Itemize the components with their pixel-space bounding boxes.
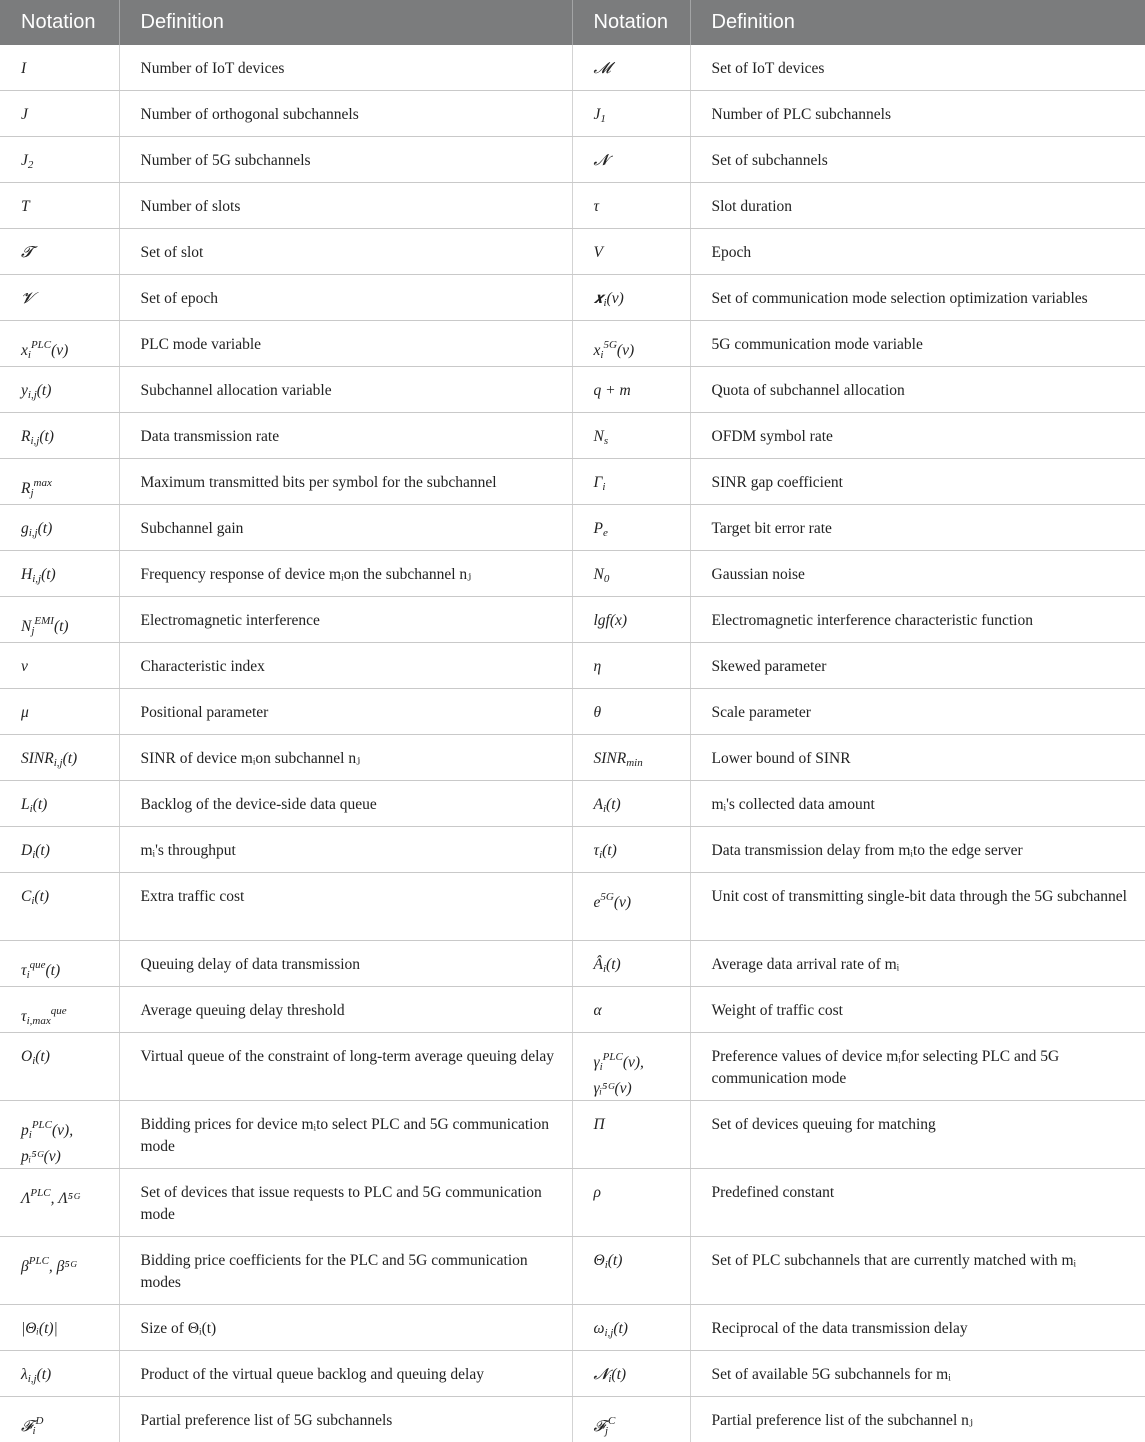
definition-cell: Extra traffic cost	[119, 873, 572, 941]
header-row	[0, 0, 1145, 45]
notation-symbol: Â	[593, 956, 603, 973]
notation-cell	[572, 987, 690, 1033]
notation-symbol: C	[21, 888, 32, 905]
notation-symbol: 𝓝	[593, 152, 609, 169]
notation-cell	[0, 827, 119, 873]
definition-cell: Unit cost of transmitting single-bit data through the 5G subchannel	[690, 873, 1145, 941]
notation-cell	[0, 321, 119, 367]
notation-subscript: i,j	[30, 435, 40, 447]
table-row	[0, 1397, 1145, 1442]
notation-symbol: Π	[593, 1116, 605, 1133]
notation-symbol: SINR	[21, 750, 54, 767]
notation-subscript: i	[28, 1129, 32, 1141]
notation-suffix: (t)	[34, 888, 50, 905]
definition-cell: Partial preference list of 5G subchannels	[119, 1397, 572, 1442]
definition-cell: Preference values of device mᵢfor selecting PLC and 5G communication mode	[690, 1033, 1145, 1101]
notation-subscript: i	[604, 1259, 608, 1271]
notation-symbol: Θ	[593, 1252, 605, 1269]
notation-suffix: (v)	[606, 290, 624, 307]
notation-suffix: (t)	[62, 750, 78, 767]
notation-cell	[572, 45, 690, 91]
notation-cell	[0, 643, 119, 689]
notation-suffix: (t)	[35, 1048, 50, 1065]
notation-cell	[572, 827, 690, 873]
table-row	[0, 183, 1145, 229]
notation-cell	[0, 987, 119, 1033]
notation-symbol: γ	[593, 1054, 600, 1071]
notation-suffix: (t)	[36, 382, 52, 399]
notation-cell	[0, 45, 119, 91]
notation-superscript: EMI	[34, 615, 54, 627]
notation-subscript: i	[32, 1055, 36, 1067]
notation-symbol: N	[593, 428, 604, 445]
notation-symbol: L	[21, 796, 30, 813]
notation-symbol: τ	[21, 1008, 27, 1025]
notation-superscript: PLC	[602, 1051, 623, 1063]
notation-suffix: (t)	[606, 956, 621, 973]
notation-cell	[572, 413, 690, 459]
table-row	[0, 781, 1145, 827]
notation-symbol: 𝓝	[593, 1366, 609, 1383]
notation-symbol: 𝓕	[593, 1418, 605, 1435]
table-row	[0, 1305, 1145, 1351]
notation-subscript: j	[30, 487, 34, 499]
notation-cell	[0, 1169, 119, 1237]
notation-subscript: i	[602, 803, 607, 815]
table-row	[0, 941, 1145, 987]
definition-cell: 5G communication mode variable	[690, 321, 1145, 367]
notation-symbol: R	[21, 480, 31, 497]
notation-cell	[0, 505, 119, 551]
definition-cell: Queuing delay of data transmission	[119, 941, 572, 987]
notation-cell	[572, 873, 690, 941]
notation-cell	[572, 941, 690, 987]
notation-subscript: j	[31, 625, 35, 637]
notation-superscript: C	[608, 1415, 616, 1427]
definition-cell: Electromagnetic interference characteristic function	[690, 597, 1145, 643]
notation-subscript: i,j	[604, 1327, 614, 1339]
notation-suffix: (t)	[611, 1366, 627, 1383]
notation-cell	[0, 873, 119, 941]
definition-cell: Scale parameter	[690, 689, 1145, 735]
notation-subscript: e	[602, 527, 608, 539]
definition-cell: Size of Θᵢ(t)	[119, 1305, 572, 1351]
definition-cell: Subchannel allocation variable	[119, 367, 572, 413]
notation-subscript: i,j	[53, 757, 63, 769]
notation-cell	[0, 551, 119, 597]
notation-symbol: τ	[593, 198, 600, 215]
definition-cell: Frequency response of device mᵢon the subchannel nⱼ	[119, 551, 572, 597]
definition-cell: Weight of traffic cost	[690, 987, 1145, 1033]
notation-symbol: N	[593, 566, 604, 583]
notation-subscript: i	[32, 849, 36, 861]
notation-symbol: D	[21, 842, 33, 859]
notation-cell	[572, 689, 690, 735]
definition-cell: Set of subchannels	[690, 137, 1145, 183]
notation-symbol: e	[593, 894, 601, 911]
notation-suffix: , β⁵ᴳ	[48, 1258, 77, 1275]
notation-subscript: i	[599, 1061, 603, 1073]
definition-cell: Epoch	[690, 229, 1145, 275]
notation-cell	[572, 321, 690, 367]
definition-cell: Positional parameter	[119, 689, 572, 735]
table-row	[0, 689, 1145, 735]
table-header	[0, 0, 1145, 45]
notation-suffix: , Λ⁵ᴳ	[50, 1190, 81, 1207]
definition-cell: Average queuing delay threshold	[119, 987, 572, 1033]
definition-cell: Data transmission rate	[119, 413, 572, 459]
notation-cell	[0, 1351, 119, 1397]
notation-cell	[0, 1101, 119, 1169]
notation-cell	[572, 137, 690, 183]
notation-subscript: i,j	[27, 389, 37, 401]
notation-cell	[572, 551, 690, 597]
notation-symbol: p	[21, 1122, 29, 1139]
definition-cell: mᵢ's collected data amount	[690, 781, 1145, 827]
notation-symbol: I	[21, 60, 27, 77]
notation-cell	[0, 229, 119, 275]
notation-cell	[572, 735, 690, 781]
notation-symbol: J	[593, 106, 601, 123]
notation-symbol: P	[593, 520, 603, 537]
table-row	[0, 597, 1145, 643]
table-row	[0, 1169, 1145, 1237]
notation-suffix: (v)	[51, 342, 69, 359]
notation-cell	[572, 183, 690, 229]
definition-cell: PLC mode variable	[119, 321, 572, 367]
notation-cell	[0, 275, 119, 321]
notation-symbol: μ	[21, 704, 29, 721]
notation-subscript: j	[604, 1425, 609, 1437]
notation-cell	[572, 229, 690, 275]
notation-symbol: λ	[21, 1366, 28, 1383]
notation-suffix: (t)	[53, 618, 69, 635]
notation-cell	[572, 643, 690, 689]
notation-cell	[572, 1305, 690, 1351]
table-row	[0, 735, 1145, 781]
notation-cell	[572, 1397, 690, 1442]
notation-subscript: i,j	[32, 573, 42, 585]
definition-cell: Number of PLC subchannels	[690, 91, 1145, 137]
definition-cell: Reciprocal of the data transmission delay	[690, 1305, 1145, 1351]
definition-cell: Set of devices queuing for matching	[690, 1101, 1145, 1169]
definition-cell: Set of available 5G subchannels for mᵢ	[690, 1351, 1145, 1397]
table-row	[0, 275, 1145, 321]
notation-subscript: i	[32, 1425, 36, 1437]
definition-cell: Virtual queue of the constraint of long-term average queuing delay	[119, 1033, 572, 1101]
notation-suffix: (t)	[39, 428, 54, 445]
definition-cell: SINR of device mᵢon subchannel nⱼ	[119, 735, 572, 781]
header-notation-left: Notation	[0, 0, 119, 45]
notation-subscript: i	[602, 481, 606, 493]
notation-symbol: 𝓥	[21, 290, 34, 307]
notation-superscript: 5G	[600, 891, 614, 903]
notation-symbol: R	[21, 428, 31, 445]
notation-symbol: 𝓕	[21, 1418, 33, 1435]
notation-symbol: H	[21, 566, 33, 583]
definition-cell: Gaussian noise	[690, 551, 1145, 597]
notation-cell	[572, 275, 690, 321]
notation-suffix: (v), pᵢ⁵ᴳ(v)	[21, 1122, 74, 1165]
notation-cell	[0, 183, 119, 229]
table-row	[0, 229, 1145, 275]
notation-subscript: s	[603, 435, 609, 447]
notation-symbol: ρ	[593, 1184, 601, 1201]
table-row	[0, 987, 1145, 1033]
notation-suffix: (v), γᵢ⁵ᴳ(v)	[593, 1054, 644, 1097]
definition-cell: Predefined constant	[690, 1169, 1145, 1237]
notation-superscript: max	[33, 477, 52, 489]
notation-symbol: T	[21, 198, 30, 215]
notation-subscript: i	[603, 297, 607, 309]
notation-symbol: θ	[593, 704, 602, 721]
table-row	[0, 459, 1145, 505]
notation-cell	[0, 735, 119, 781]
notation-cell	[0, 1397, 119, 1442]
table-row	[0, 367, 1145, 413]
notation-symbol: Λ	[21, 1190, 31, 1207]
notation-cell	[0, 1033, 119, 1101]
table-row	[0, 321, 1145, 367]
definition-cell: Partial preference list of the subchannel nⱼ	[711, 1412, 973, 1429]
notation-symbol: V	[593, 244, 603, 261]
notation-suffix: (t)	[37, 520, 53, 537]
notation-superscript: PLC	[31, 1119, 52, 1131]
notation-cell	[572, 781, 690, 827]
header-definition-left: Definition	[119, 0, 572, 45]
notation-suffix: (v)	[616, 342, 635, 359]
notation-suffix: (v)	[613, 894, 632, 911]
notation-cell	[572, 91, 690, 137]
notation-symbol: y	[21, 382, 28, 399]
notation-suffix: (t)	[613, 1320, 628, 1337]
definition-cell: Set of PLC subchannels that are currently matched with mᵢ	[690, 1237, 1145, 1305]
notation-superscript: PLC	[30, 339, 52, 351]
table-row	[0, 137, 1145, 183]
definition-cell: Set of epoch	[119, 275, 572, 321]
notation-suffix: (t)	[35, 842, 50, 859]
notation-subscript: i	[29, 803, 33, 815]
notation-cell	[0, 413, 119, 459]
definition-cell: Skewed parameter	[690, 643, 1145, 689]
table-row	[0, 45, 1145, 91]
definition-cell: Backlog of the device-side data queue	[119, 781, 572, 827]
table-row	[0, 827, 1145, 873]
notation-suffix: (t)	[41, 566, 56, 583]
table-row	[0, 1033, 1145, 1101]
table-row	[0, 1237, 1145, 1305]
table-row	[0, 643, 1145, 689]
notation-symbol: |Θᵢ(t)|	[21, 1320, 58, 1337]
notation-cell	[0, 367, 119, 413]
table-row	[0, 505, 1145, 551]
notation-symbol: 𝒙	[593, 290, 604, 307]
notation-cell	[572, 505, 690, 551]
notation-symbol: g	[21, 520, 29, 537]
notation-symbol: η	[593, 658, 602, 675]
definition-cell: Number of orthogonal subchannels	[119, 91, 572, 137]
notation-cell	[572, 1169, 690, 1237]
notation-symbol: τ	[593, 842, 600, 859]
notation-cell	[572, 1033, 690, 1101]
notation-cell	[0, 781, 119, 827]
notation-subscript: 0	[603, 573, 610, 585]
definition-cell: Set of IoT devices	[690, 45, 1145, 91]
notation-suffix: (t)	[607, 1252, 623, 1269]
notation-suffix: (t)	[32, 796, 48, 813]
notation-symbol: α	[593, 1002, 602, 1019]
notation-superscript: PLC	[30, 1187, 51, 1199]
notation-suffix: (t)	[606, 796, 621, 813]
notation-subscript: i,j	[27, 1373, 37, 1385]
notation-symbol: ω	[593, 1320, 605, 1337]
notation-subscript: 1	[600, 113, 606, 125]
notation-symbol: J	[21, 106, 28, 123]
notation-cell	[0, 137, 119, 183]
notation-suffix: (t)	[602, 842, 617, 859]
definition-cell: Electromagnetic interference	[119, 597, 572, 643]
notation-symbol: N	[21, 618, 32, 635]
definition-cell: OFDM symbol rate	[690, 413, 1145, 459]
definition-cell: Number of 5G subchannels	[119, 137, 572, 183]
definition-cell: mᵢ's throughput	[119, 827, 572, 873]
table-row	[0, 413, 1145, 459]
notation-subscript: i	[602, 963, 607, 975]
notation-symbol: O	[21, 1048, 33, 1065]
definition-cell: Set of devices that issue requests to PLC and 5G communication mode	[119, 1169, 572, 1237]
notation-symbol: Γ	[593, 474, 603, 491]
notation-cell	[0, 941, 119, 987]
notation-superscript: que	[50, 1005, 67, 1017]
notation-subscript: i	[599, 849, 603, 861]
notation-cell	[572, 597, 690, 643]
notation-subscript: i	[27, 349, 31, 361]
notation-subscript: min	[626, 757, 643, 769]
table-row	[0, 873, 1145, 941]
notation-cell	[0, 1305, 119, 1351]
notation-cell	[0, 689, 119, 735]
definition-cell: Maximum transmitted bits per symbol for the subchannel	[119, 459, 572, 505]
definition-cell: Bidding price coefficients for the PLC and 5G communication modes	[119, 1237, 572, 1305]
notation-cell	[572, 367, 690, 413]
definition-cell: Average data arrival rate of mᵢ	[690, 941, 1145, 987]
definition-cell: Data transmission delay from mᵢto the edge server	[690, 827, 1145, 873]
definition-cell: Set of slot	[119, 229, 572, 275]
table-row	[0, 1351, 1145, 1397]
notation-suffix: (t)	[45, 962, 61, 979]
definition-cell: Number of slots	[119, 183, 572, 229]
definition-cell: Quota of subchannel allocation	[690, 367, 1145, 413]
notation-symbol: 𝓜	[593, 60, 611, 77]
notation-symbol: A	[593, 796, 603, 813]
table-row	[0, 551, 1145, 597]
notation-subscript: i	[600, 349, 604, 361]
notation-subscript: i,max	[26, 1015, 51, 1027]
definition-cell: Product of the virtual queue backlog and queuing delay	[119, 1351, 572, 1397]
notation-symbol: x	[593, 342, 601, 359]
notation-cell	[0, 91, 119, 137]
notation-cell	[572, 1237, 690, 1305]
definition-cell: Target bit error rate	[690, 505, 1145, 551]
notation-cell	[0, 597, 119, 643]
table-row	[0, 1101, 1145, 1169]
notation-superscript: que	[29, 959, 46, 971]
notation-symbol: τ	[21, 962, 27, 979]
notation-cell	[572, 1351, 690, 1397]
notation-subscript: i	[608, 1373, 612, 1385]
notation-superscript: PLC	[28, 1255, 49, 1267]
table-row	[0, 91, 1145, 137]
notation-symbol: q + m	[593, 382, 631, 399]
definition-cell: SINR gap coefficient	[690, 459, 1145, 505]
notation-cell	[572, 1101, 690, 1169]
definition-cell: Number of IoT devices	[119, 45, 572, 91]
notation-symbol: SINR	[593, 750, 627, 767]
notation-symbol: v	[21, 658, 28, 675]
notation-subscript: i	[26, 969, 30, 981]
definition-cell: Bidding prices for device mᵢto select PLC and 5G communication mode	[119, 1101, 572, 1169]
notation-subscript: i	[31, 895, 35, 907]
notation-subscript: 2	[27, 159, 34, 171]
definition-cell: Subchannel gain	[119, 505, 572, 551]
notation-cell	[0, 459, 119, 505]
definition-cell: Set of communication mode selection optimization variables	[690, 275, 1145, 321]
table-body	[0, 45, 1145, 1442]
notation-superscript: 5G	[603, 339, 617, 351]
notation-symbol: J	[21, 152, 28, 169]
notation-superscript: D	[35, 1415, 44, 1427]
header-notation-right: Notation	[572, 0, 690, 45]
definition-cell: Slot duration	[690, 183, 1145, 229]
notation-symbol: 𝓣	[21, 244, 33, 261]
definition-cell: Lower bound of SINR	[690, 735, 1145, 781]
notation-symbol: lgf(x)	[593, 612, 628, 629]
notation-cell	[572, 459, 690, 505]
notation-symbol: β	[21, 1258, 29, 1275]
header-definition-right: Definition	[690, 0, 1145, 45]
definition-cell: Characteristic index	[119, 643, 572, 689]
notation-symbol: x	[21, 342, 28, 359]
notation-cell	[0, 1237, 119, 1305]
notation-suffix: (t)	[36, 1366, 52, 1383]
notation-subscript: i,j	[28, 527, 38, 539]
